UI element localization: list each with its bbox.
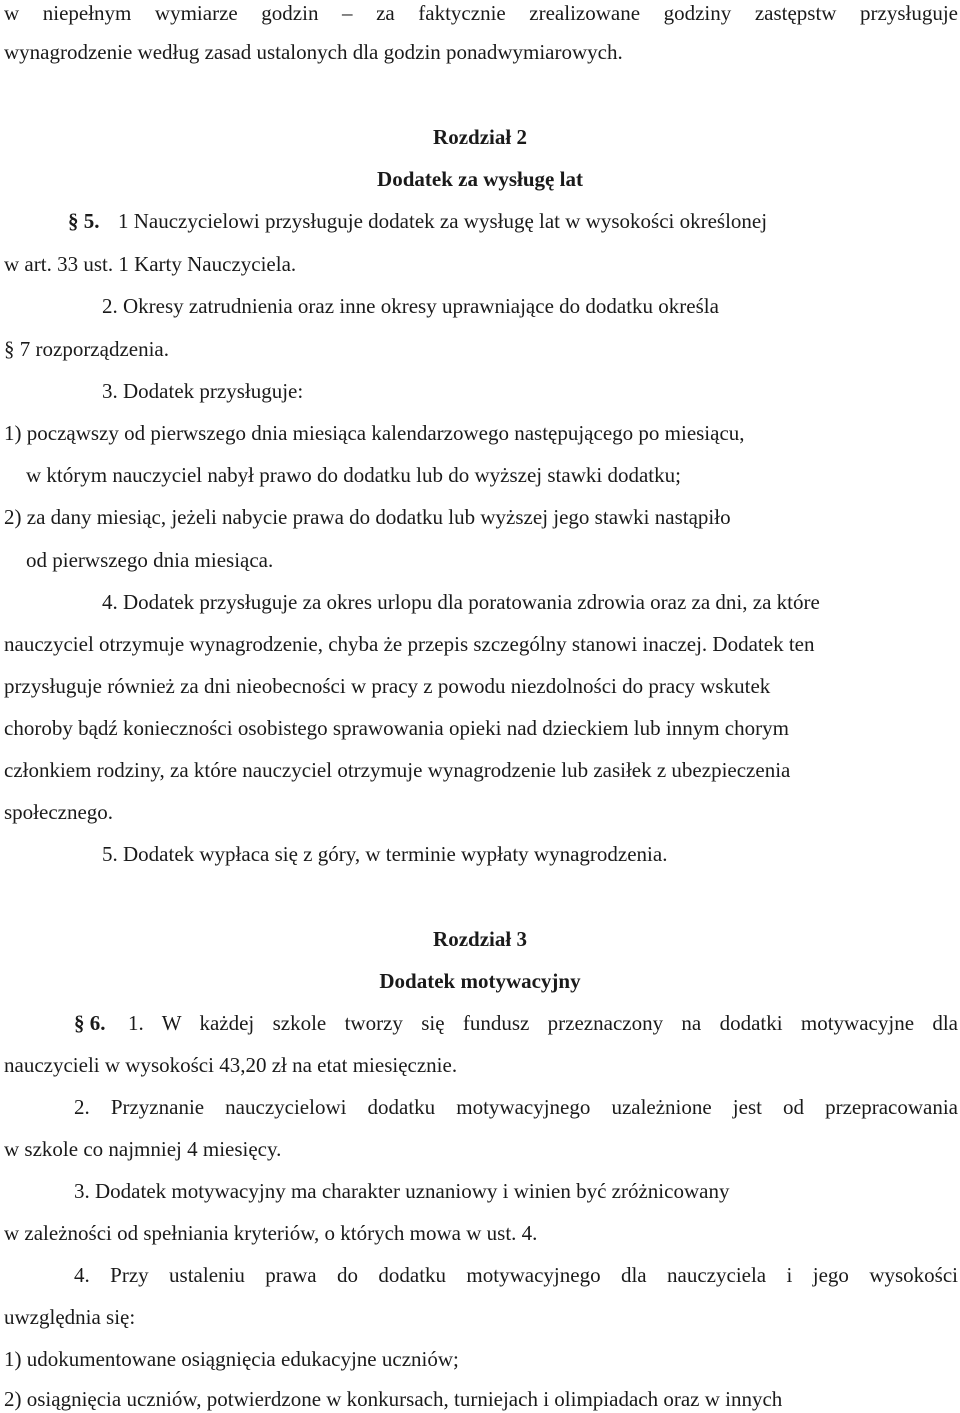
paragraph-line: 5. Dodatek wypłaca się z góry, w terminie wypłaty wynagrodzenia. [102, 842, 668, 866]
list-item-continuation: od pierwszego dnia miesiąca. [26, 548, 274, 572]
chapter-3-title: Rozdział 3 [433, 927, 527, 951]
paragraph-line: przysługuje również za dni nieobecności w pracy z powodu niezdolności do pracy wskutek [4, 674, 771, 698]
paragraph-line: 3. Dodatek przysługuje: [102, 379, 304, 403]
paragraph-line: nauczyciel otrzymuje wynagrodzenie, chyba że przepis szczególny stanowi inaczej. Dodatek ten [4, 632, 815, 656]
paragraph-line: 1. W każdej szkole tworzy się fundusz przeznaczony na dodatki motywacyjne dla [128, 1011, 958, 1035]
paragraph-line: 4. Dodatek przysługuje za okres urlopu dla poratowania zdrowia oraz za dni, za które [102, 590, 820, 614]
list-item: 1) udokumentowane osiągnięcia edukacyjne uczniów; [4, 1347, 459, 1371]
paragraph-line: w szkole co najmniej 4 miesięcy. [4, 1137, 282, 1161]
paragraph-line: w art. 33 ust. 1 Karty Nauczyciela. [4, 252, 297, 276]
paragraph-line: członkiem rodziny, za które nauczyciel otrzymuje wynagrodzenie lub zasiłek z ubezpieczenia [4, 758, 791, 782]
chapter-2-title: Rozdział 2 [433, 125, 527, 149]
paragraph-line: 2. Przyznanie nauczycielowi dodatku motywacyjnego uzależnione jest od przepracowania [74, 1095, 958, 1119]
paragraph-line: § 7 rozporządzenia. [4, 337, 169, 361]
paragraph-line: 2. Okresy zatrudnienia oraz inne okresy uprawniające do dodatku określa [102, 294, 719, 318]
list-item: 2) za dany miesiąc, jeżeli nabycie prawa do dodatku lub wyższej jego stawki nastąpiło [4, 505, 731, 529]
paragraph-line: w zależności od spełniania kryteriów, o których mowa w ust. 4. [4, 1221, 538, 1245]
paragraph-line: uwzględnia się: [4, 1305, 136, 1329]
paragraph-line: 1 Nauczycielowi przysługuje dodatek za wysługę lat w wysokości określonej [118, 209, 768, 233]
paragraph-line: choroby bądź konieczności osobistego sprawowania opieki nad dzieckiem lub innym chorym [4, 716, 789, 740]
list-item: 2) osiągnięcia uczniów, potwierdzone w konkursach, turniejach i olimpiadach oraz w innych [4, 1387, 783, 1411]
chapter-2-subtitle: Dodatek za wysługę lat [377, 167, 583, 191]
paragraph-line: 4. Przy ustaleniu prawa do dodatku motywacyjnego dla nauczyciela i jego wysokości [74, 1263, 958, 1287]
paragraph-line: społecznego. [4, 800, 114, 824]
list-item-continuation: w którym nauczyciel nabył prawo do dodatku lub do wyższej stawki dodatku; [26, 463, 681, 487]
section-5-sign: § 5. [68, 209, 100, 233]
paragraph-line: 3. Dodatek motywacyjny ma charakter uznaniowy i winien być zróżnicowany [74, 1179, 730, 1203]
section-6-sign: § 6. [74, 1011, 106, 1035]
list-item: 1) począwszy od pierwszego dnia miesiąca kalendarzowego następującego po miesiącu, [4, 421, 745, 445]
paragraph-line: wynagrodzenie według zasad ustalonych dla godzin ponadwymiarowych. [4, 40, 623, 64]
paragraph-line: nauczycieli w wysokości 43,20 zł na etat miesięcznie. [4, 1053, 458, 1077]
paragraph-line: w niepełnym wymiarze godzin – za faktycznie zrealizowane godziny zastępstw przysługuje [4, 1, 958, 25]
chapter-3-subtitle: Dodatek motywacyjny [379, 969, 581, 993]
